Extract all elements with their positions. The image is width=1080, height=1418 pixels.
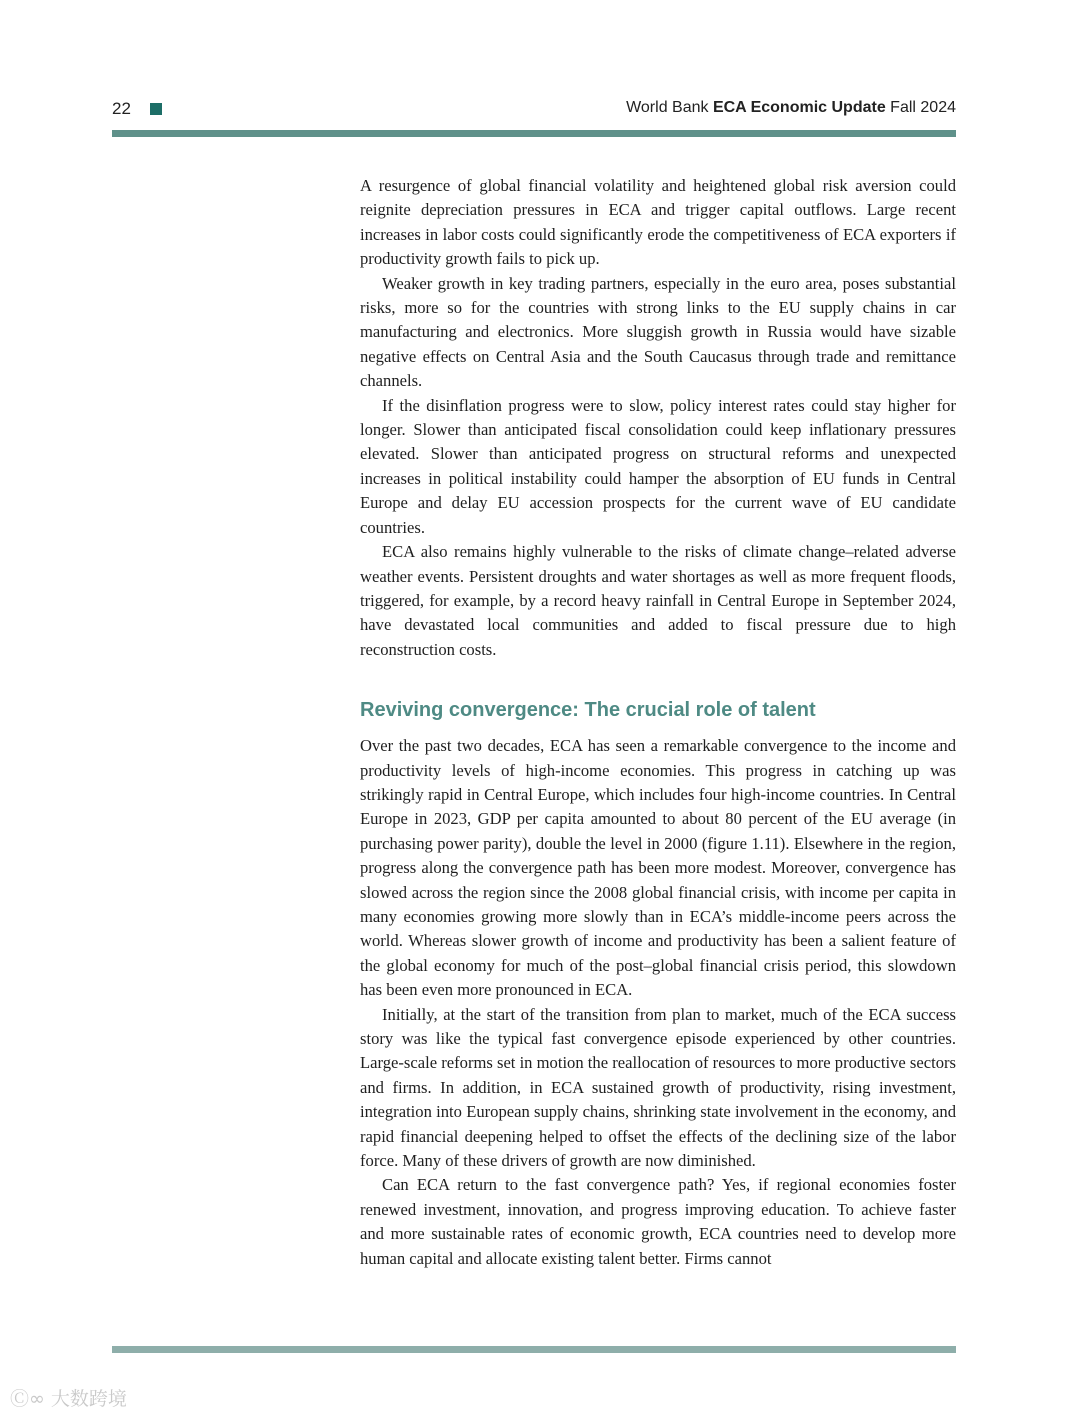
page-number: 22	[112, 99, 131, 118]
report-edition: Fall 2024	[890, 99, 956, 116]
running-header	[626, 99, 956, 117]
footer-rule	[112, 1346, 956, 1353]
paragraph: ECA also remains highly vulnerable to the risks of climate change–related adverse weather events. Persistent droughts and water shortages as well as more frequent floods, triggered, for example, by a record heavy rainfall in Central Europe in September 2024, have devastated local communities and added to fiscal pressure due to high reconstruction costs.	[360, 542, 956, 659]
main-text	[360, 174, 956, 1271]
header-rule	[112, 130, 956, 137]
publisher-name: World Bank	[626, 99, 709, 116]
paragraph: A resurgence of global financial volatility and heightened global risk aversion could reignite depreciation pressures in ECA and trigger capital outflows. Large recent increases in labor costs could significantly erode the competitiveness of ECA exporters if productivity growth fails to pick up.	[360, 176, 956, 269]
watermark-text: 大数跨境	[50, 1388, 127, 1410]
watermark	[10, 1384, 127, 1411]
report-title: ECA Economic Update	[712, 99, 886, 116]
paragraph: Over the past two decades, ECA has seen a remarkable convergence to the income and productivity levels of high-income economies. This progress in catching up was strikingly rapid in Central Europe, which includes four high-income countries. In Central Europe in 2023, GDP per capita amounted to about 80 percent of the EU average (in purchasing power parity), double the level in 2000 (figure 1.11). Elsewhere in the region, progress along the convergence path has been more modest. Moreover, convergence has slowed across the region since the 2008 global financial crisis, with income per capita in many economies growing more slowly than in ECA’s middle-income peers across the world. Whereas slower growth of income and productivity has been a salient feature of the global economy for much of the post–global financial crisis period, this slowdown has been even more pronounced in ECA.	[360, 736, 956, 1000]
paragraph: Can ECA return to the fast convergence path? Yes, if regional economies foster renewed investment, innovation, and progress improving education. To achieve faster and more sustainable rates of economic growth, ECA countries need to develop more human capital and allocate existing talent better. Firms cannot	[360, 1175, 956, 1268]
section-heading: Reviving convergence: The crucial role of talent	[360, 699, 816, 722]
paragraph: Weaker growth in key trading partners, especially in the euro area, poses substantial risks, more so for the countries with strong links to the EU supply chains in car manufacturing and electronics. More sluggish growth in Russia would have sizable negative effects on Central Asia and the South Caucasus through trade and remittance channels.	[360, 273, 956, 391]
section-marker-square	[150, 103, 162, 115]
paragraph: If the disinflation progress were to slow, policy interest rates could stay higher for longer. Slower than anticipated fiscal consolidation could keep inflationary pressures elevated. Slower than anticipated progress on structural reforms and unexpected increases in political instability could hamper the absorption of EU funds in Central Europe and delay EU accession prospects for the current wave of EU candidate countries.	[360, 395, 956, 537]
watermark-logo-icon: Ⓒ∞	[10, 1388, 45, 1410]
paragraph: Initially, at the start of the transition from plan to market, much of the ECA success story was like the typical fast convergence episode experienced by other countries. Large-scale reforms set in motion the reallocation of resources to more productive sectors and firms. In addition, in ECA sustained growth of productivity, rising investment, integration into European supply chains, shrinking state involvement in the economy, and rapid financial deepening helped to offset the effects of the declining size of the labor force. Many of these drivers of growth are now diminished.	[360, 1004, 956, 1171]
